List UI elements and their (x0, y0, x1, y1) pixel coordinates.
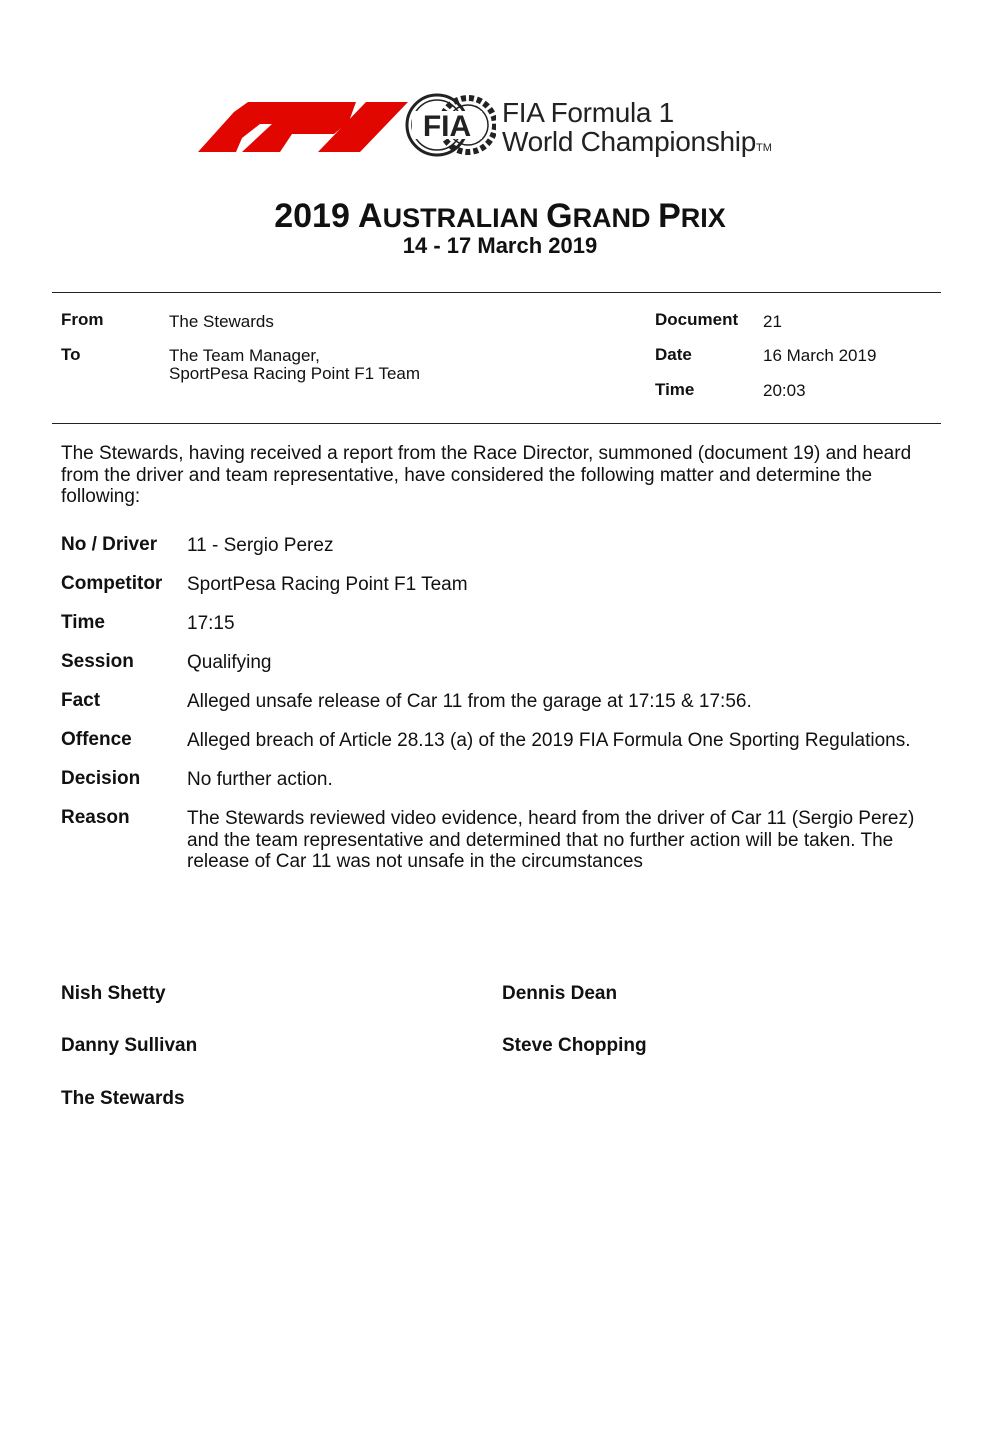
document-label: Document (655, 310, 739, 329)
competitor-value: SportPesa Racing Point F1 Team (187, 574, 468, 595)
to-label: To (61, 345, 81, 364)
time-value: 20:03 (763, 381, 806, 400)
steward-name: Nish Shetty (61, 983, 166, 1004)
fia-emblem (404, 92, 496, 158)
f1-logo (196, 96, 410, 154)
decision-label: Decision (61, 768, 141, 789)
to-value-line-1: The Team Manager, (169, 346, 320, 365)
title-year: 2019 (274, 197, 359, 235)
steward-name: Steve Chopping (502, 1035, 647, 1056)
brand-line-1: FIA Formula 1 (502, 97, 674, 128)
incident-time-label: Time (61, 612, 106, 633)
date-label: Date (655, 345, 692, 364)
from-label: From (61, 310, 104, 329)
steward-name: Danny Sullivan (61, 1035, 198, 1056)
time-label: Time (655, 380, 695, 399)
signature-footer: The Stewards (61, 1088, 185, 1109)
reason-label: Reason (61, 807, 130, 828)
session-value: Qualifying (187, 652, 272, 673)
brand-line-2 (502, 127, 772, 163)
event-dates: 14 - 17 March 2019 (402, 233, 598, 258)
title-word: AUSTRALIAN (358, 197, 547, 235)
driver-label: No / Driver (61, 534, 158, 555)
fact-value: Alleged unsafe release of Car 11 from the garage at 17:15 & 17:56. (187, 691, 752, 712)
driver-value: 11 - Sergio Perez (187, 535, 334, 556)
intro-paragraph: The Stewards, having received a report from the Race Director, summoned (document 19) and heard from the driver and team representative, have considered the following matter and determine the following: (61, 443, 912, 507)
competitor-label: Competitor (61, 573, 163, 594)
trademark-mark: TM (755, 142, 772, 154)
fia-emblem-text: FIA (422, 110, 472, 143)
brand-line-2-text: World Championship (502, 126, 756, 157)
session-label: Session (61, 651, 134, 672)
date-value: 16 March 2019 (763, 346, 877, 365)
header-top-rule (52, 292, 941, 293)
to-value-line-2: SportPesa Racing Point F1 Team (169, 364, 421, 383)
fact-label: Fact (61, 690, 101, 711)
offence-value: Alleged breach of Article 28.13 (a) of the 2019 FIA Formula One Sporting Regulations. (187, 730, 911, 751)
header-bottom-rule (52, 423, 941, 424)
offence-label: Offence (61, 729, 132, 750)
decision-value: No further action. (187, 769, 333, 790)
page-title (0, 196, 1000, 238)
reason-value: The Stewards reviewed video evidence, heard from the driver of Car 11 (Sergio Perez) and the team representative and determined that no further action will be taken. The release of Car 11 was not unsafe in the circumstances (187, 808, 915, 872)
steward-name: Dennis Dean (502, 983, 618, 1004)
title-word: PRIX (658, 197, 726, 235)
title-word: GRAND (546, 197, 659, 235)
document-value: 21 (763, 312, 782, 331)
from-value: The Stewards (169, 312, 274, 331)
incident-time-value: 17:15 (187, 613, 235, 634)
